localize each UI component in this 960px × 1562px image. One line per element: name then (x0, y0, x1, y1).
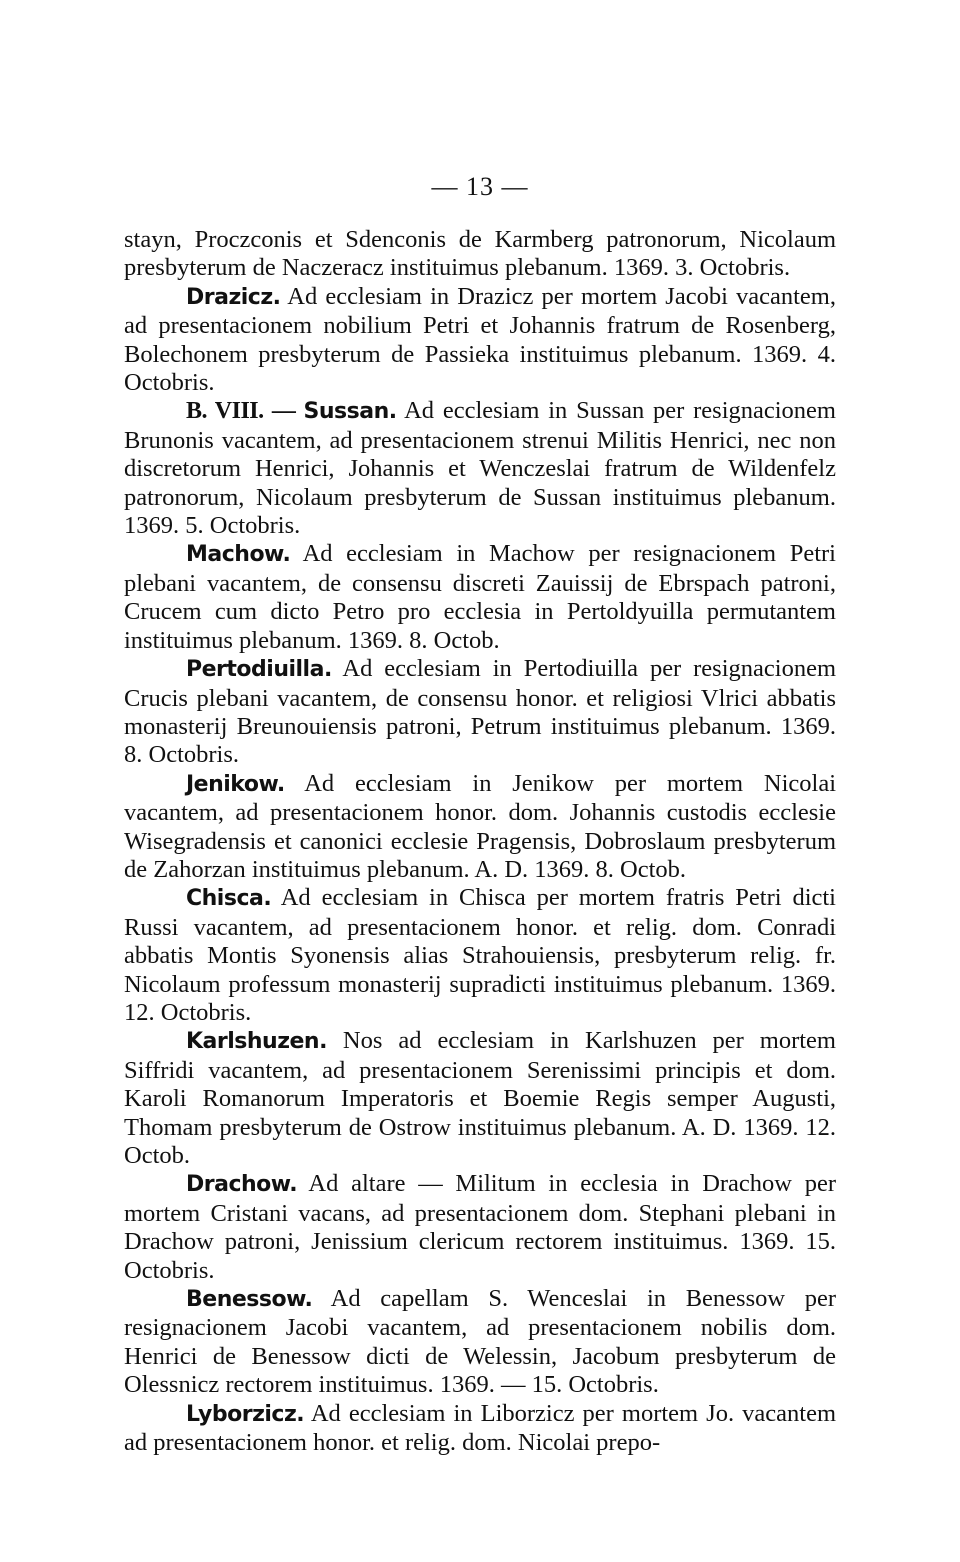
entry-body: Ad altare — Militum in ecclesia in Drachow per mortem Cristani vacans, ad presentacionem dom. Stephani plebani in Drachow patroni, Jenissium clericum rectorem instituimus. 1369. 15. Octobris. (124, 1170, 836, 1284)
entry-heading: Machow. (186, 542, 291, 568)
entry-heading: Drazicz. (186, 284, 281, 310)
entry-heading: Jenikow. (186, 771, 285, 797)
entry-body: Nos ad ecclesiam in Karlshuzen per mortem Siffridi vacantem, ad presentacionem Serenissimi principis et dom. Karoli Romanorum Imperatoris et Boemie Regis semper Augusti, Thomam presbyterum de Ostrow instituimus plebanum. A. D. 1369. 12. Octob. (124, 1027, 836, 1169)
entry-heading: Chisca. (186, 886, 272, 912)
entry-benessow (124, 1285, 836, 1400)
entry-body: Ad ecclesiam in Pertodiuilla per resignacionem Crucis plebani vacantem, de consensu honor. et religiosi Vlrici abbatis monasterij Breunouiensis patroni, Petrum instituimus plebanum. 1369. 8. Octobris. (124, 655, 836, 769)
entry-heading: Karlshuzen. (186, 1029, 327, 1055)
text-body (124, 226, 836, 1457)
entry-heading: Drachow. (186, 1172, 298, 1198)
entry-pertodiuilla (124, 655, 836, 770)
entry-body: stayn, Proczconis et Sdenconis de Karmberg patronorum, Nicolaum presbyterum de Naczeracz instituimus plebanum. 1369. 3. Octobris. (124, 226, 836, 282)
entry-body: Ad ecclesiam in Chisca per mortem fratris Petri dicti Russi vacantem, ad presentacionem honor. et relig. dom. Conradi abbatis Montis Syonensis alias Strahouiensis, presbyterum relig. fr. Nicolaum professum monasterij supradicti instituimus plebanum. 1369. 12. Octobris. (124, 884, 836, 1026)
page-number: — 13 — (431, 172, 529, 201)
entry-body: Ad ecclesiam in Sussan per resignacionem Brunonis vacantem, ad presentacionem strenui Militis Henrici, nec non discretorum Henrici, Johannis et Wenczeslai fratrum de Wildenfelz patronorum, Nicolaum presbyterum de Sussan instituimus plebanum. 1369. 5. Octobris. (124, 397, 836, 540)
entry-body: Ad ecclesiam in Jenikow per mortem Nicolai vacantem, ad presentacionem honor. dom. Johannis custodis ecclesie Wisegradensis et canonici ecclesie Pragensis, Dobroslaum presbyterum de Zahorzan instituimus plebanum. A. D. 1369. 8. Octob. (124, 769, 836, 883)
entry-heading: Lyborzicz. (186, 1401, 305, 1427)
entry-karlshuzen (124, 1027, 836, 1170)
entry-body: Ad capellam S. Wenceslai in Benessow per resignacionem Jacobi vacantem, ad presentacionem nobilis dom. Henrici de Benessow dicti de Welessin, Jacobum presbyterum de Olessnicz rectorem instituimus. 1369. — 15. Octobris. (124, 1285, 836, 1399)
entry-body: Ad ecclesiam in Liborzicz per mortem Jo. vacantem ad presentacionem honor. et relig. dom. Nicolai prepo- (124, 1399, 836, 1457)
entry-machow (124, 540, 836, 655)
entry-drazicz (124, 283, 836, 398)
entry-sussan (124, 397, 836, 540)
entry-body: Ad ecclesiam in Drazicz per mortem Jacobi vacantem, ad presentacionem nobilium Petri et Johannis fratrum de Rosenberg, Bolechonem presbyterum de Passieka instituimus plebanum. 1369. 4. Octobris. (124, 282, 836, 397)
entry-body: Ad ecclesiam in Machow per resignacionem Petri plebani vacantem, de consensu discreti Zauissij de Ebrspach patroni, Crucem cum dicto Petro pro ecclesia in Pertoldyuilla permutantem instituimus plebanum. 1369. 8. Octob. (124, 540, 836, 654)
entry-chisca (124, 884, 836, 1027)
entry-drachow (124, 1170, 836, 1285)
section-marker: B. VIII. — (186, 398, 304, 425)
entry-heading: Benessow. (186, 1287, 313, 1313)
entry-lyborzicz (124, 1400, 836, 1458)
entry-heading: Pertodiuilla. (186, 657, 332, 683)
entry-heading: Sussan. (303, 399, 397, 425)
entry-jenikow (124, 770, 836, 885)
entry-continuation (124, 226, 836, 283)
